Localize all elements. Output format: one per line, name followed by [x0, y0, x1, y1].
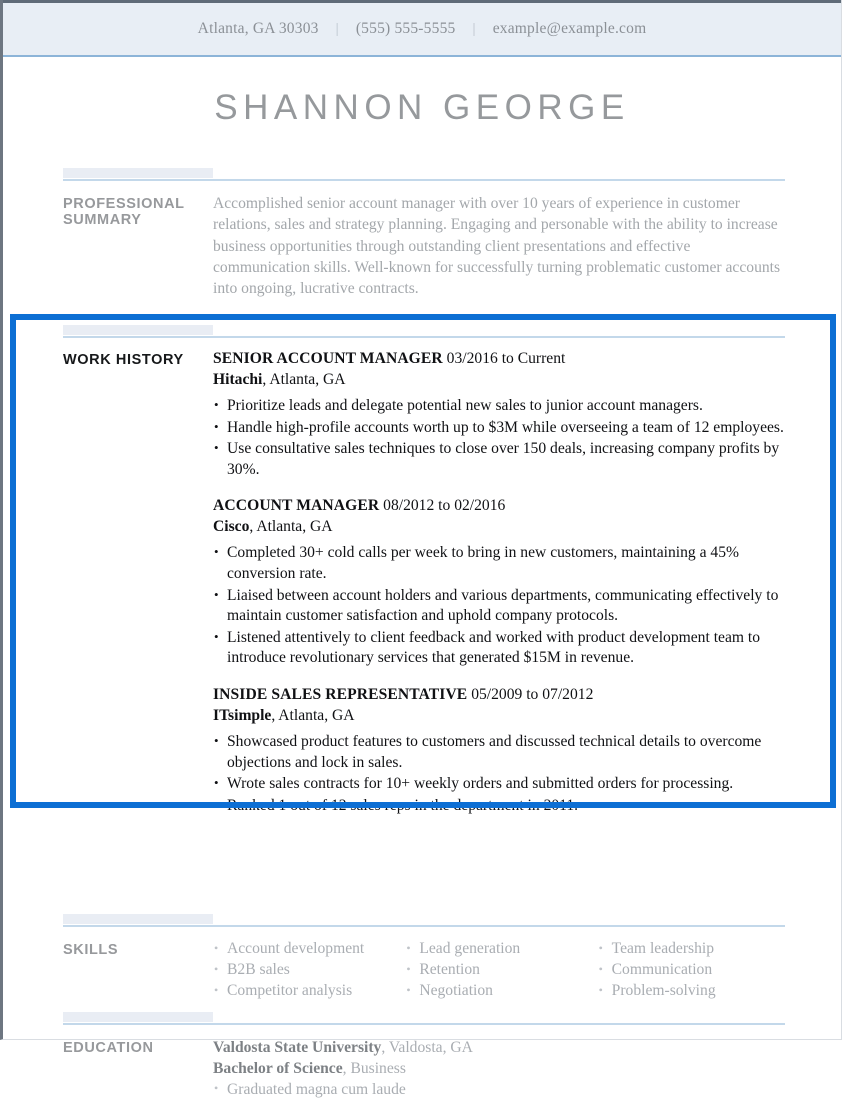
skill-item: • Communication: [598, 960, 790, 981]
section-divider-skills: [63, 914, 785, 927]
divider-rule: [63, 925, 785, 927]
education-school: Valdosta State University: [213, 1039, 382, 1056]
section-label-education: EDUCATION: [63, 1040, 154, 1056]
work-history-entry: [213, 349, 790, 480]
divider-rule: [63, 179, 785, 181]
job-bullet: • Handle high-profile accounts worth up to $3M while overseeing a team of 12 employees.: [213, 418, 790, 439]
education-bullets: [213, 1079, 790, 1100]
divider-block: [63, 168, 213, 178]
job-bullet: • Ranked 1 out of 12 sales reps in the department in 2011.: [213, 796, 790, 817]
section-label-work-history: WORK HISTORY: [63, 352, 184, 368]
work-history-entry: [213, 685, 790, 816]
education-bullet: • Graduated magna cum laude: [213, 1079, 790, 1100]
contact-phone: (555) 555-5555: [355, 20, 456, 37]
skills-list: [405, 939, 597, 1001]
work-history-entry: [213, 496, 790, 669]
job-bullet: • Liaised between account holders and various departments, communicating effectively to maintain customer satisfaction and uphold company protocols.: [213, 586, 790, 627]
section-skills: [3, 914, 842, 1001]
divider-rule: [63, 1023, 785, 1025]
job-dates: 05/2009 to 07/2012: [467, 685, 594, 703]
job-company: Cisco: [213, 518, 250, 536]
skill-item: • Competitor analysis: [213, 981, 405, 1002]
section-work-history: [3, 325, 842, 818]
job-location: , Atlanta, GA: [249, 518, 333, 536]
skills-list: [213, 939, 405, 1001]
education-school-location: , Valdosta, GA: [381, 1039, 473, 1056]
professional-summary-text: Accomplished senior account manager with over 10 years of experience in customer relations, sales and strategy planning. Engaging and personable with the ability to increase business opportunities through outstanding client presentations and effective communication skills. Well-known for successfully turning problematic customer accounts into ongoing, lucrative contracts.: [213, 195, 781, 298]
divider-block: [63, 914, 213, 924]
job-dates: 03/2016 to Current: [442, 350, 566, 367]
job-company-line: [213, 369, 790, 390]
skill-item: • Team leadership: [598, 939, 790, 960]
section-divider-summary: [63, 168, 785, 181]
job-title-line: [213, 349, 790, 369]
skills-column: [598, 939, 790, 1001]
section-label-skills: SKILLS: [63, 942, 119, 958]
work-history-entries: [213, 349, 790, 818]
job-company-line: [213, 705, 790, 726]
job-bullet: • Use consultative sales techniques to close over 150 deals, increasing company profits by 30%.: [213, 439, 790, 480]
job-bullet: • Showcased product features to customers and discussed technical details to overcome objections and lock in sales.: [213, 732, 790, 773]
job-bullet: • Completed 30+ cold calls per week to bring in new customers, maintaining a 45% conversion rate.: [213, 543, 790, 584]
job-company-line: [213, 516, 790, 537]
section-education: [3, 1012, 842, 1100]
skills-column: [213, 939, 405, 1001]
job-company: Hitachi: [213, 371, 263, 388]
job-title-line: [213, 496, 790, 516]
divider-block: [63, 1012, 213, 1022]
education-school-line: [213, 1037, 790, 1058]
skills-column: [405, 939, 597, 1001]
job-bullets: [213, 396, 790, 480]
job-role: SENIOR ACCOUNT MANAGER: [213, 350, 443, 367]
contact-line: [198, 20, 647, 38]
job-bullets: [213, 732, 790, 816]
skills-list: [598, 939, 790, 1001]
skill-item: • Retention: [405, 960, 597, 981]
section-label-professional-summary: PROFESSIONAL SUMMARY: [63, 196, 185, 228]
job-company: ITsimple: [213, 706, 272, 724]
candidate-name: SHANNON GEORGE: [214, 88, 630, 127]
contact-location: Atlanta, GA 30303: [197, 20, 319, 37]
skill-item: • Problem-solving: [598, 981, 790, 1002]
section-divider-education: [63, 1012, 785, 1025]
contact-separator-1: |: [335, 20, 339, 37]
job-bullet: • Listened attentively to client feedback and worked with product development team to introduce revolutionary services that generated $15M in revenue.: [213, 628, 790, 669]
skill-item: • Account development: [213, 939, 405, 960]
contact-header-band: [3, 0, 841, 57]
skill-item: • B2B sales: [213, 960, 405, 981]
section-professional-summary: [3, 168, 842, 299]
section-divider-work: [63, 325, 785, 338]
education-degree-line: [213, 1058, 790, 1079]
job-bullets: [213, 543, 790, 669]
education-degree-field: , Business: [342, 1060, 406, 1077]
contact-separator-2: |: [472, 20, 476, 37]
job-bullet: • Wrote sales contracts for 10+ weekly orders and submitted orders for processing.: [213, 774, 790, 795]
divider-rule: [63, 336, 785, 338]
job-location: , Atlanta, GA: [262, 371, 346, 388]
job-location: , Atlanta, GA: [271, 706, 355, 724]
skills-columns: [213, 939, 790, 1001]
job-dates: 08/2012 to 02/2016: [379, 497, 506, 515]
contact-email: example@example.com: [492, 20, 647, 37]
job-bullet: • Prioritize leads and delegate potential new sales to junior account managers.: [213, 396, 790, 417]
job-title-line: [213, 685, 790, 705]
skill-item: • Negotiation: [405, 981, 597, 1002]
skill-item: • Lead generation: [405, 939, 597, 960]
job-role: ACCOUNT MANAGER: [213, 497, 380, 515]
divider-block: [63, 325, 213, 335]
job-role: INSIDE SALES REPRESENTATIVE: [213, 685, 468, 703]
education-degree: Bachelor of Science: [213, 1060, 343, 1077]
